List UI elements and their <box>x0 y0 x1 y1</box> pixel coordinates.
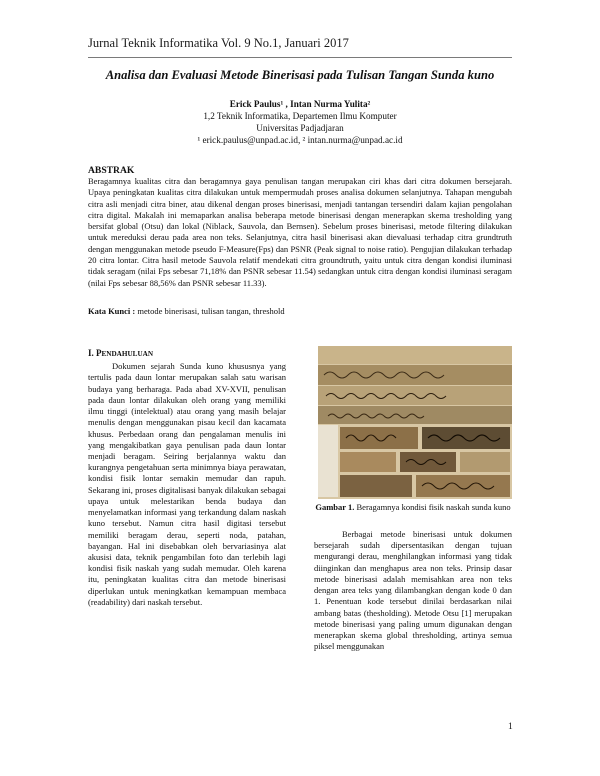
manuscript-figure <box>318 346 512 499</box>
figure-caption-text: Beragamnya kondisi fisik naskah sunda kuno <box>356 502 511 512</box>
leaf-strip-1 <box>318 346 512 364</box>
keywords <box>88 306 512 317</box>
fragment-3 <box>340 452 396 472</box>
figure-caption <box>314 502 512 513</box>
keywords-label: Kata Kunci : <box>88 306 136 316</box>
author-emails: ¹ erick.paulus@unpad.ac.id, ² intan.nurma@unpad.ac.id <box>197 135 403 145</box>
keywords-text: metode binerisasi, tulisan tangan, threshold <box>137 306 285 316</box>
intro-paragraph: Dokumen sejarah Sunda kuno khususnya yang tertulis pada daun lontar merupakan salah satu warisan budaya yang berharaga. Pada abad XV-XVII, penulisan pada daun lontar dilakukan oleh orang yang memiliki ilmu tinggi (intelektual) atau orang yang masih belajar menulis dengan menggunakan pisau kecil dan kacamata khusus. Perbedaan orang dan pengalaman menulis ini yang mengakibatkan gaya penulisan pada daun lontar menjadi beragam. Seiring berjalannya waktu dan kurangnya pengetahuan serta minimnya biaya perawatan, kondisi fisik lontar semakin memudar dan rapuh. Sekarang ini, proses digitalisasi banyak dilakukan sebagai upaya untuk melestarikan benda budaya dan menyelamatkan informasi yang terkandung dalam naskah kuno tersebut. Namun citra hasil digitasi tersebut memiliki beragam derau, seperti noda, patahan, bayangan. Hal ini disebabkan oleh bervariasinya alat akusisi data, teknik pengambilan foto dan terlebih lagi kondisi fisik naskah yang sudah memudar. Oleh karena itu, peningkatan kualitas citra dan metode binerisasi diperlukan untuk meningkatkan kemampuan membaca (readability) dari naskah tersebut. <box>88 361 286 607</box>
figure-margin <box>318 425 338 497</box>
author-affiliation: 1,2 Teknik Informatika, Departemen Ilmu Komputer <box>203 111 397 121</box>
fragment-7 <box>416 475 510 497</box>
header-rule <box>88 57 512 58</box>
figure-label: Gambar 1. <box>315 502 355 512</box>
section-heading <box>88 348 286 360</box>
fragment-5 <box>460 452 510 472</box>
author-block <box>60 98 540 146</box>
left-column <box>88 348 286 608</box>
leaf-strip-2 <box>318 365 512 385</box>
fragment-1 <box>340 427 418 449</box>
right-column <box>314 529 512 652</box>
author-university: Universitas Padjadjaran <box>256 123 344 133</box>
author-names: Erick Paulus¹ , Intan Nurma Yulita² <box>229 99 371 109</box>
fragment-4 <box>400 452 456 472</box>
section-title: ENDAHULUAN <box>101 350 154 358</box>
running-head: Jurnal Teknik Informatika Vol. 9 No.1, Januari 2017 <box>88 36 349 50</box>
section-number: I. P <box>88 348 102 358</box>
abstract <box>88 165 512 289</box>
page-number: 1 <box>508 722 513 732</box>
fragment-2 <box>422 427 510 449</box>
abstract-text: Beragamnya kualitas citra dan beragamnya gaya penulisan tangan merupakan ciri khas dari citra dokumen bersejarah. Upaya peningkatan kualitas citra dilakukan untuk mempermudah proses analisa dokumen selanjutnya. Tahapan mengubah citra asli menjadi citra biner, atau dikenal dengan proses binerisasi, menjadi tantangan tersendiri dalam kajian pengolahan citra digital. Makalah ini memaparkan analisa beberapa metode binerisasi dengan menerapkan skema tresholding yang bersifat global (Otsu) dan lokal (Niblack, Sauvola, dan Bernsen). Sebelum proses binerisasi, metode filtering dilakukan untuk mereduksi derau pada area non teks. Selanjutnya, citra hasil binerisasi akan dievaluasi terhadap citra grundtruth dengan menggunakan metode pseudo F-Measure(Fps) dan PSNR (Peak signal to noise ratio). Pengujian dilakukan terhadap 20 citra lontar. Citra hasil metode Sauvola relatif mendekati citra groundtruth, yaitu untuk citra dengan kondisi iluminasi tidak seragam (nilai Fps sebesar 71,18% dan PSNR sebesar 11.54) sedangkan untuk citra dengan kondisi iluminasi seragam (nilai Fps sebesar 88,56% dan PSNR sebesar 11.33). <box>88 176 512 288</box>
fragment-6 <box>340 475 412 497</box>
binarization-paragraph: Berbagai metode binerisasi untuk dokumen bersejarah sudah dipersentasikan dengan tujuan mengurangi derau, menghilangkan informasi yang tidak diinginkan dan menghapus area non teks. Prinsip dasar metode binerisasi adalah memisahkan area non teks dengan area teks yang dilambangkan dengan kode 0 dan 1. Penentuan kode tersebut dinilai berdasarkan nilai ambang batas (thesholding). Metode Otsu [1] merupakan metode binerisasi yang paling umum digunakan dengan menerapkan skema global thresholding, artinya semua piksel menggunakan <box>314 529 512 652</box>
paper-title: Analisa dan Evaluasi Metode Binerisasi pada Tulisan Tangan Sunda kuno <box>105 68 495 82</box>
abstract-heading: ABSTRAK <box>88 165 135 176</box>
